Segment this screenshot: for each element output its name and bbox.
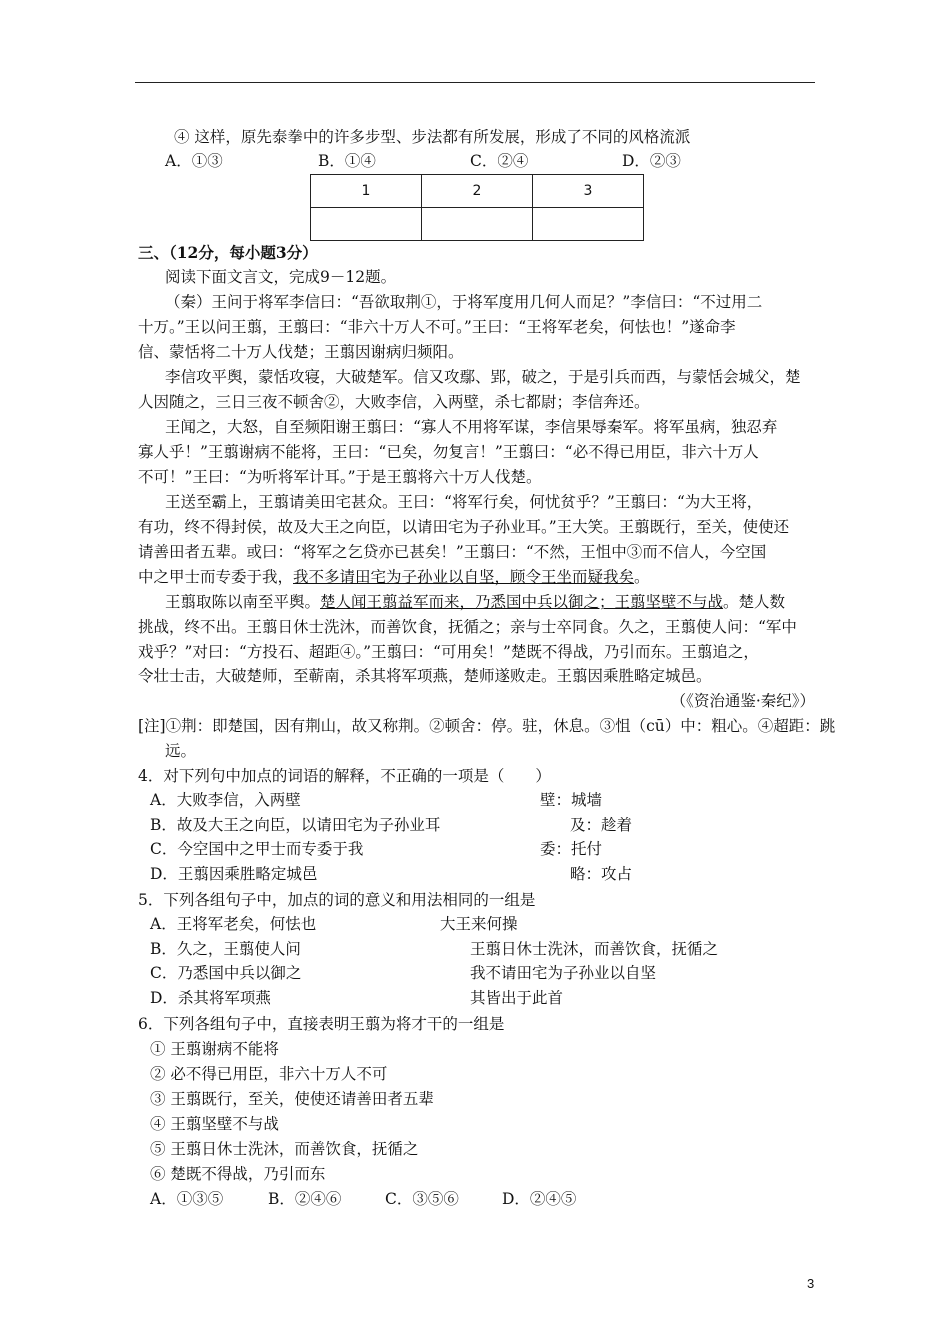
section-title: 三、（12分，每小题3分） — [138, 243, 318, 262]
question-6-item: ② 必不得已用臣，非六十万人不可 — [150, 1065, 388, 1083]
passage-segment: 。楚人数 — [723, 593, 786, 611]
passage-line: 十万。”王以问王翦，王翦曰：“非六十万人不可。”王曰：“王将军老矣，何怯也！”遂命李 — [138, 318, 736, 336]
question-4-option-c: C．今空国中之甲士而专委于我 — [150, 840, 364, 858]
passage-line: 请善田者五辈。或曰：“将军之乞贷亦已甚矣！”王翦曰：“不然，王怚中③而不信人，今空国 — [138, 543, 767, 561]
answer-table-header-row — [311, 175, 644, 208]
passage-line: 有功，终不得封侯，故及大王之向臣，以请田宅为子孙业耳。”王大笑。王翦既行，至关，使使还 — [138, 518, 790, 536]
top-option-c: C．②④ — [470, 152, 529, 170]
question-4-option-b: B．故及大王之向臣，以请田宅为子孙业耳 — [150, 816, 441, 834]
question-4-gloss-b: 及：趁着 — [570, 816, 633, 834]
top-item: ④ 这样，原先泰拳中的许多步型、步法都有所发展，形成了不同的风格流派 — [174, 128, 691, 146]
question-6-option-c: C．③⑤⑥ — [385, 1190, 459, 1208]
question-6-item: ⑥ 楚既不得战，乃引而东 — [150, 1165, 326, 1183]
notes-line: 远。 — [165, 742, 197, 760]
top-option-a: A．①③ — [165, 152, 223, 170]
question-6-item: ① 王翦谢病不能将 — [150, 1040, 279, 1058]
passage-segment: 中之甲士而专委于我， — [138, 568, 294, 586]
passage-line: 令壮士击，大破楚师，至蕲南，杀其将军项燕，楚师遂败走。王翦因乘胜略定城邑。 — [138, 667, 712, 685]
header-rule — [135, 82, 815, 83]
underlined-sentence-1: 我不多请田宅为子孙业以自坚，顾令王坐而疑我矣 — [293, 568, 635, 586]
question-4-gloss-a: 壁：城墙 — [540, 791, 603, 809]
question-6-item: ④ 王翦坚壁不与战 — [150, 1115, 279, 1133]
notes-line: [注]①荆：即楚国，因有荆山，故又称荆。②顿舍：停。驻，休息。③怚（cū）中：粗心。④超距：跳 — [138, 717, 836, 735]
section-instruction: 阅读下面文言文，完成9－12题。 — [165, 268, 397, 286]
question-4-gloss-d: 略：攻占 — [570, 865, 633, 883]
passage-line — [138, 566, 650, 588]
question-6-item: ⑤ 王翦日休士洗沐，而善饮食，抚循之 — [150, 1140, 419, 1158]
passage-segment: 王翦取陈以南至平舆。 — [165, 593, 321, 611]
passage-line: 信、蒙恬将二十万人伐楚；王翦因谢病归频阳。 — [138, 343, 464, 361]
passage-line: 王闻之，大怒，自至频阳谢王翦曰：“寡人不用将军谋，李信果辱秦军。将军虽病，独忍弃 — [165, 418, 778, 436]
top-option-b: B．①④ — [318, 152, 376, 170]
passage-source: （《资治通鉴·秦纪》） — [670, 692, 815, 710]
page-number: 3 — [807, 1276, 815, 1291]
question-5-option-d-left: D．杀其将军项燕 — [150, 989, 271, 1007]
passage-line: 人因随之，三日三夜不顿舍②，大败李信，入两壁，杀七都尉；李信奔还。 — [138, 393, 650, 411]
passage-line: 不可！”王曰：“为听将军计耳。”于是王翦将六十万人伐楚。 — [138, 468, 542, 486]
question-6-item: ③ 王翦既行，至关，使使还请善田者五辈 — [150, 1090, 434, 1108]
question-5-option-b-right: 王翦日休士洗沐，而善饮食，抚循之 — [470, 940, 719, 958]
question-5-option-a-left: A．王将军老矣，何怯也 — [150, 915, 317, 933]
answer-header-2: 2 — [422, 175, 533, 208]
question-4-option-d: D．王翦因乘胜略定城邑 — [150, 865, 318, 883]
question-4-gloss-c: 委：托付 — [540, 840, 603, 858]
answer-header-1: 1 — [311, 175, 422, 208]
answer-table — [310, 174, 644, 241]
question-4-stem: 4．对下列句中加点的词语的解释，不正确的一项是（ ） — [138, 767, 551, 785]
question-5-option-c-left: C．乃悉国中兵以御之 — [150, 964, 302, 982]
passage-line: 挑战，终不出。王翦日休士洗沐，而善饮食，抚循之；亲与士卒同食。久之，王翦使人问：“军中 — [138, 618, 797, 636]
question-5-option-c-right: 我不请田宅为子孙业以自坚 — [470, 964, 657, 982]
question-6-stem: 6．下列各组句子中，直接表明王翦为将才干的一组是 — [138, 1015, 505, 1033]
answer-cell-2 — [422, 208, 533, 241]
underlined-sentence-2: 楚人闻王翦益军而来，乃悉国中兵以御之；王翦坚壁不与战 — [320, 593, 724, 611]
passage-line: 寡人乎！”王翦谢病不能将，王曰：“已矣，勿复言！”王翦曰：“必不得已用臣，非六十万人 — [138, 443, 759, 461]
question-6-option-d: D．②④⑤ — [502, 1190, 577, 1208]
question-6-option-b: B．②④⑥ — [268, 1190, 342, 1208]
passage-segment: 。 — [634, 568, 650, 586]
passage-line: 李信攻平舆，蒙恬攻寝，大破楚军。信又攻鄢、郢，破之，于是引兵而西，与蒙恬会城父，楚 — [165, 368, 801, 386]
passage-line: 戏乎？”对曰：“方投石、超距④。”王翦曰：“可用矣！”楚既不得战，乃引而东。王翦追之， — [138, 643, 759, 661]
question-5-option-a-right: 大王来何操 — [440, 915, 518, 933]
question-5-option-d-right: 其皆出于此首 — [470, 989, 564, 1007]
question-4-option-a: A．大败李信，入两壁 — [150, 791, 301, 809]
passage-line — [165, 591, 785, 613]
answer-cell-3 — [533, 208, 644, 241]
passage-line: （秦）王问于将军李信曰：“吾欲取荆①，于将军度用几何人而足？”李信曰：“不过用二 — [165, 293, 763, 311]
question-5-option-b-left: B．久之，王翦使人问 — [150, 940, 301, 958]
answer-cell-1 — [311, 208, 422, 241]
question-6-option-a: A．①③⑤ — [150, 1190, 224, 1208]
answer-header-3: 3 — [533, 175, 644, 208]
passage-line: 王送至霸上，王翦请美田宅甚众。王曰：“将军行矣，何忧贫乎？”王翦曰：“为大王将， — [165, 493, 763, 511]
question-5-stem: 5．下列各组句子中，加点的词的意义和用法相同的一组是 — [138, 891, 536, 909]
top-option-d: D．②③ — [622, 152, 681, 170]
answer-table-blank-row — [311, 208, 644, 241]
